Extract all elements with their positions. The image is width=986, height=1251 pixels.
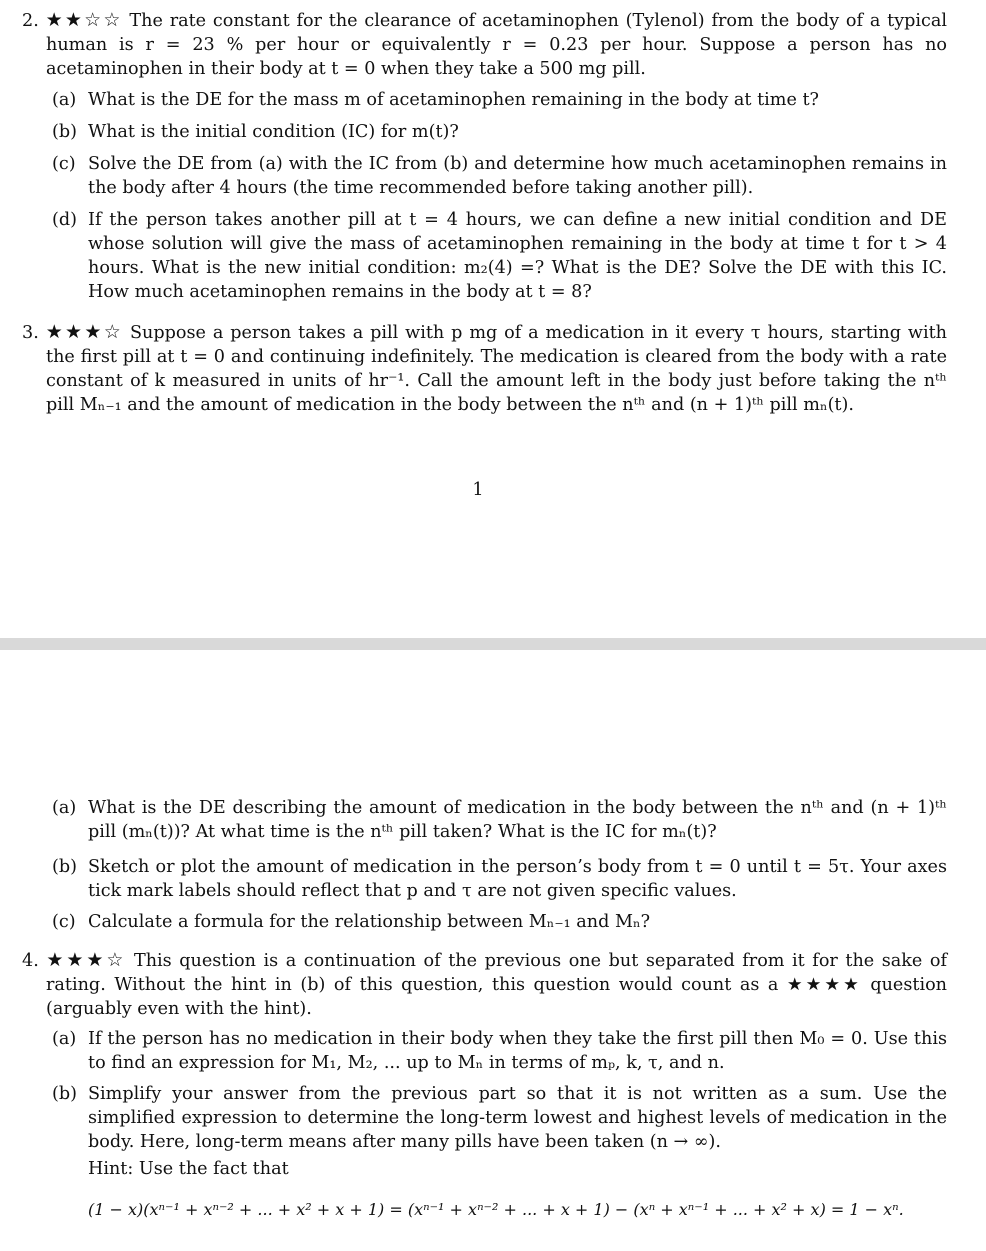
question-intro: The rate constant for the clearance of acetaminophen (Tylenol) from the body of a typical human is r = 23 % per hour or equivalently r = 0.23 per hour. Suppose a person has no acetaminophen in their body at t = 0 when they take a 500 mg pill. [46, 11, 948, 79]
part-label: (b) [52, 857, 77, 877]
part-label: (c) [52, 154, 76, 174]
question-2 [22, 8, 947, 81]
hint-text: Hint: Use the fact that [88, 1159, 289, 1179]
question-number: 2. [22, 11, 39, 31]
q4-part-b [52, 1082, 947, 1154]
page-2 [0, 650, 986, 1251]
part-text: What is the DE describing the amount of medication in the body between the nᵗʰ and (n + 1)ᵗʰ pill (mₙ(t))? At what time is the nᵗʰ pill taken? What is the IC for mₙ(t)? [88, 798, 947, 842]
difficulty-stars: ★★★☆ [46, 949, 127, 971]
difficulty-stars: ★★★☆ [45, 321, 124, 343]
part-label: (b) [52, 122, 77, 142]
question-number: 4. [22, 951, 39, 971]
q2-part-a [52, 88, 947, 112]
question-number: 3. [22, 323, 39, 343]
part-label: (a) [52, 798, 77, 818]
part-text: Calculate a formula for the relationship between Mₙ₋₁ and Mₙ? [88, 912, 651, 932]
part-label: (d) [52, 210, 77, 230]
question-3 [22, 320, 947, 417]
difficulty-stars: ★★☆☆ [45, 9, 123, 31]
part-text: Simplify your answer from the previous part so that it is not written as a sum. Use the simplified expression to determine the long-term lowest and highest levels of medication in the body. Here, long-term means after many pills have been taken (n → ∞). [88, 1084, 947, 1152]
page-separator [0, 638, 986, 650]
q2-part-c [52, 152, 947, 200]
q3-part-b [52, 855, 947, 903]
question-intro: Suppose a person takes a pill with p mg of a medication in it every τ hours, starting with the first pill at t = 0 and continuing indefinitely. The medication is cleared from the body with a rate constant of k measured in units of hr⁻¹. Call the amount left in the body just before taking the nᵗʰ pill Mₙ₋₁ and the amount of medication in the body between the nᵗʰ and (n + 1)ᵗʰ pill mₙ(t). [46, 323, 947, 415]
part-text: If the person takes another pill at t = 4 hours, we can define a new initial condition and DE whose solution will give the mass of acetaminophen remaining in the body at time t for t > 4 hours. What is the new initial condition: m₂(4) =? What is the DE? Solve the DE with this IC. How much acetaminophen remains in the body at t = 8? [88, 210, 947, 302]
question-4 [22, 948, 947, 1021]
part-text: Sketch or plot the amount of medication in the person’s body from t = 0 until t = 5τ. Your axes tick mark labels should reflect that p and τ are not given specific values. [88, 857, 947, 901]
part-text: What is the initial condition (IC) for m(t)? [88, 122, 459, 142]
part-label: (a) [52, 1029, 77, 1049]
q2-part-b [52, 120, 947, 144]
part-label: (b) [52, 1084, 77, 1104]
hint-formula: (1 − x)(xⁿ⁻¹ + xⁿ⁻² + ... + x² + x + 1) = (xⁿ⁻¹ + xⁿ⁻² + ... + x + 1) − (xⁿ + xⁿ⁻¹ + ... + x² + x) = 1 − xⁿ. [88, 1200, 904, 1219]
part-text: What is the DE for the mass m of acetaminophen remaining in the body at time t? [88, 90, 819, 110]
page-number: 1 [472, 480, 484, 500]
part-text: If the person has no medication in their body when they take the first pill then M₀ = 0. Use this to find an expression for M₁, M₂, ... up to Mₙ in terms of mₚ, k, τ, and n. [88, 1029, 947, 1073]
part-text: Solve the DE from (a) with the IC from (b) and determine how much acetaminophen remains in the body after 4 hours (the time recommended before taking another pill). [88, 154, 947, 198]
q3-part-a [52, 796, 947, 844]
part-label: (a) [52, 90, 77, 110]
q4-part-a [52, 1027, 947, 1075]
q3-part-c [52, 910, 947, 934]
q2-part-d [52, 208, 947, 304]
part-label: (c) [52, 912, 76, 932]
question-intro: This question is a continuation of the previous one but separated from it for the sake of rating. Without the hint in (b) of this question, this question would count as a ★★★★ question (arguably even with the hint). [46, 951, 948, 1019]
